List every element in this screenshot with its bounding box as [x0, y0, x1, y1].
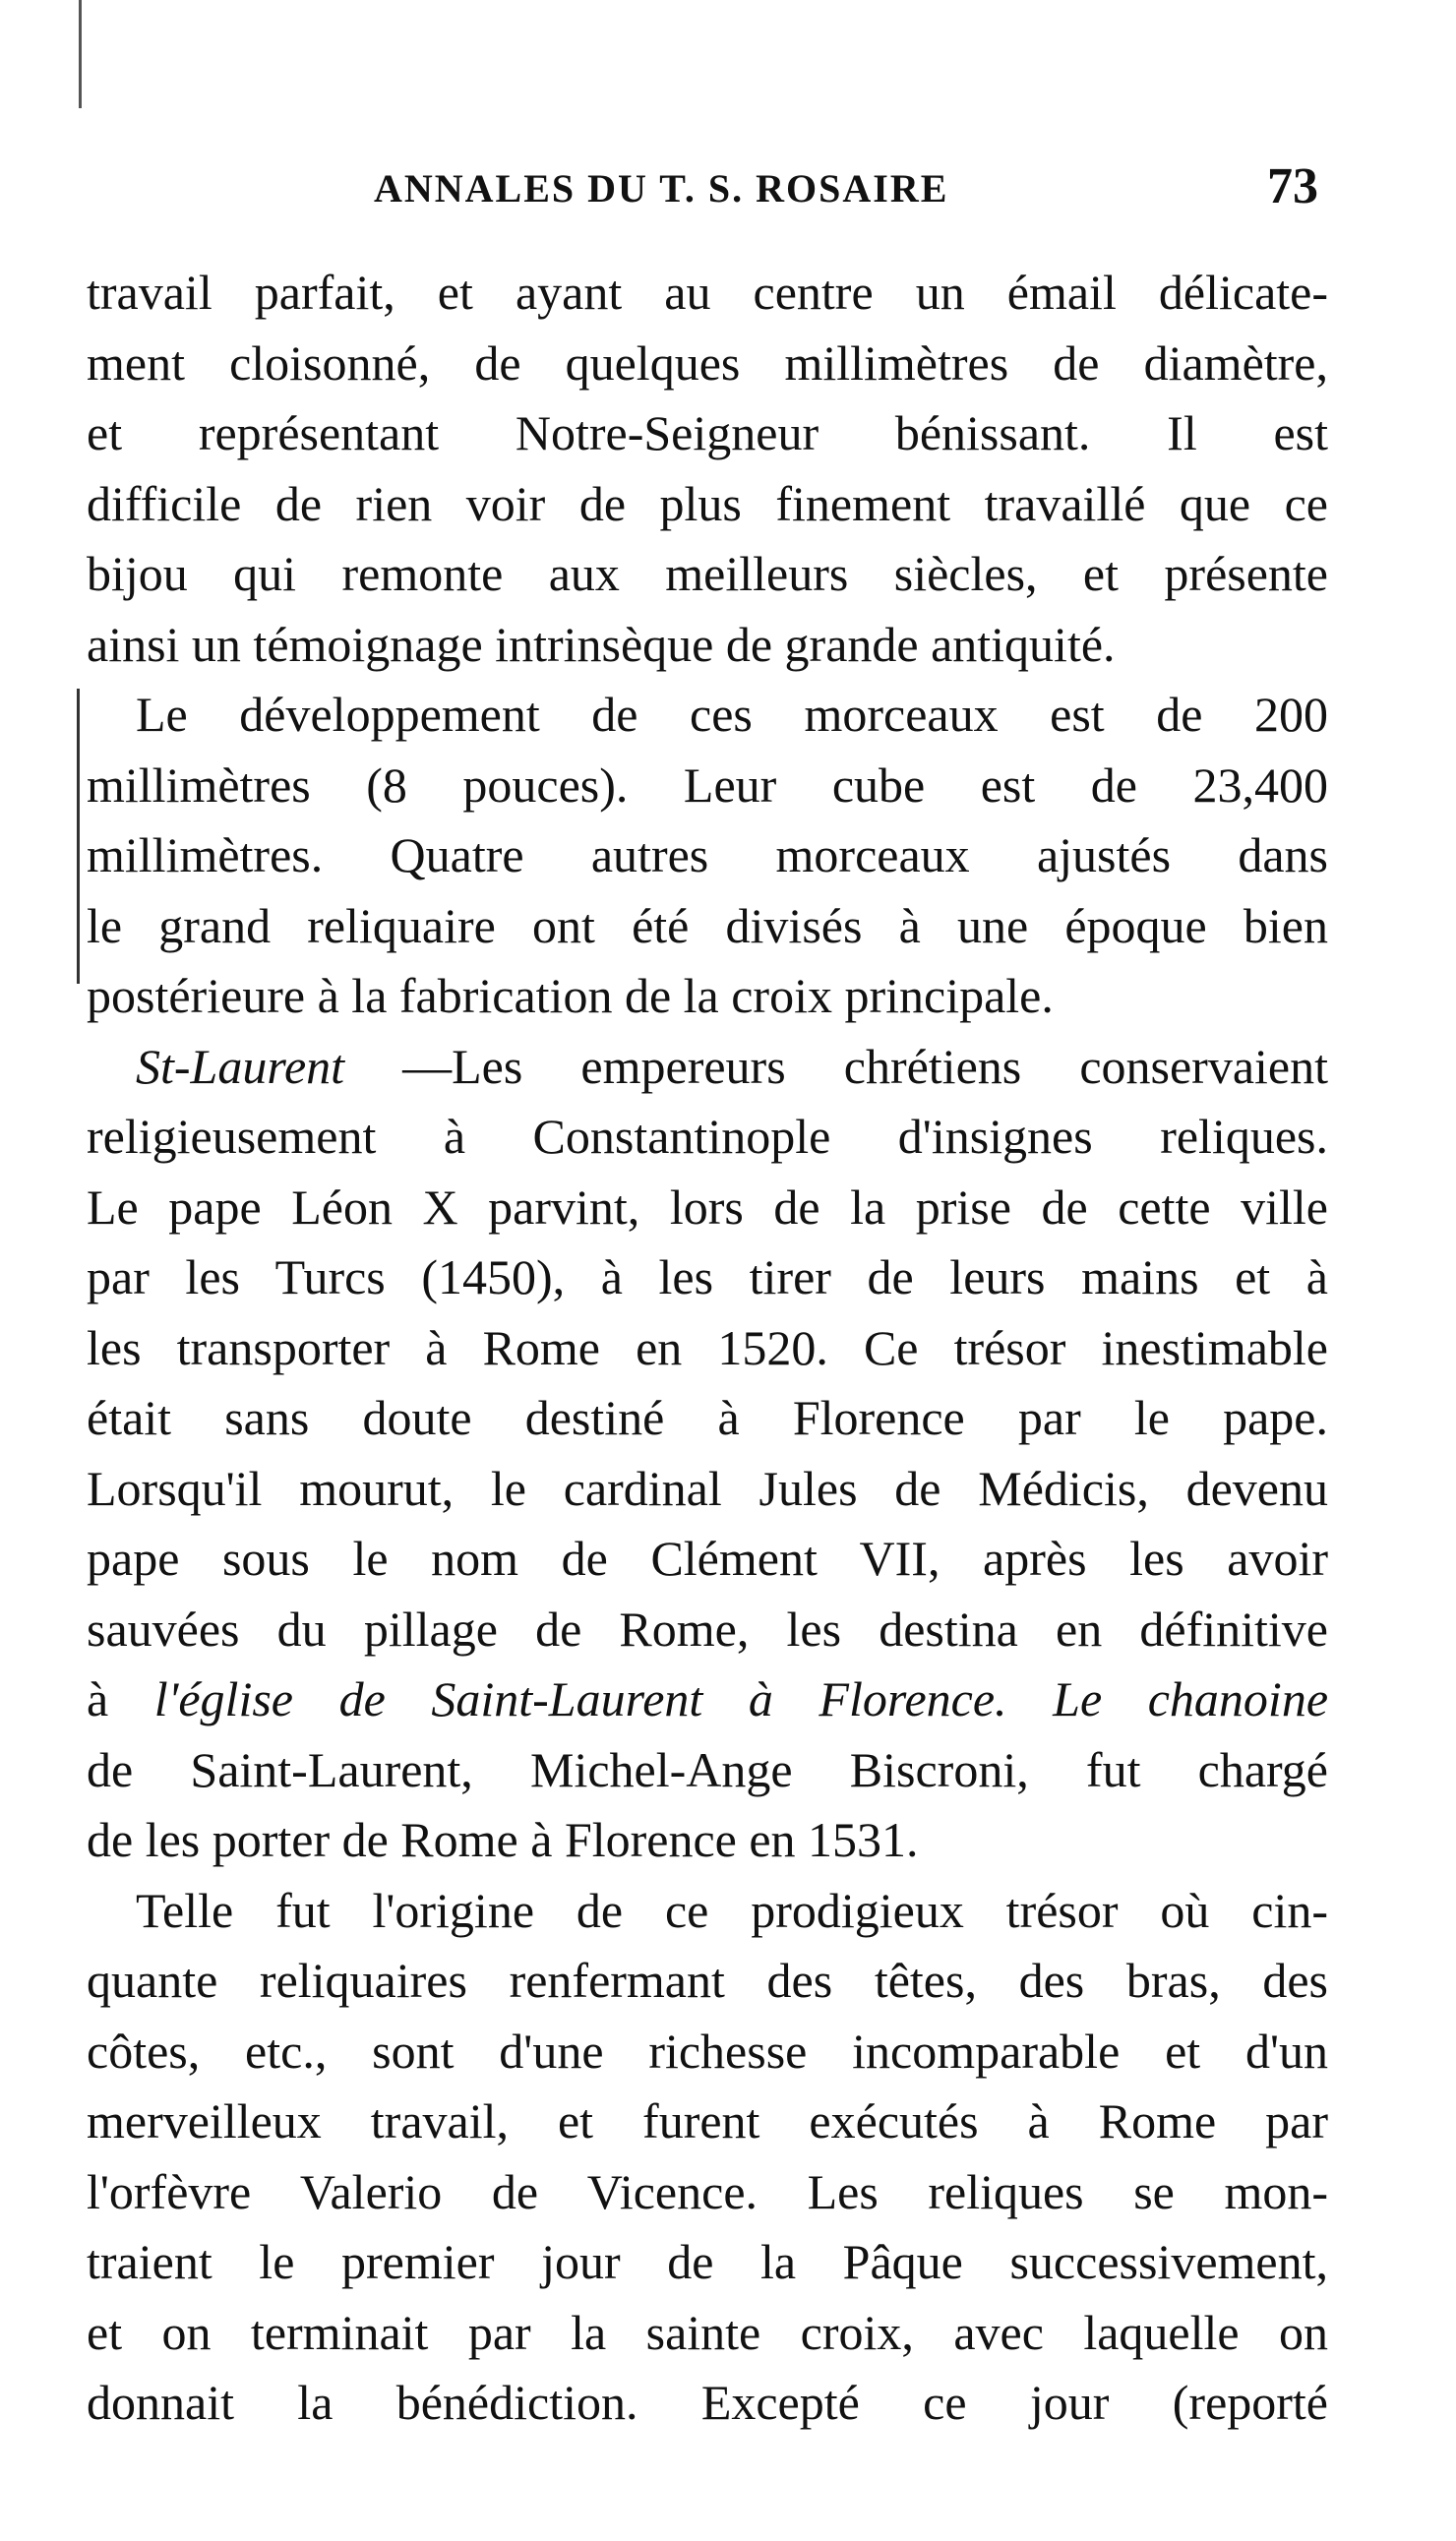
- text-line: le grand reliquaire ont été divisés à une époque bien: [87, 897, 1328, 953]
- text-line: l'orfèvre Valerio de Vicence. Les reliques se mon-: [87, 2163, 1328, 2219]
- text-line: Le pape Léon X parvint, lors de la prise de cette ville: [87, 1179, 1328, 1235]
- text-line: ainsi un témoignage intrinsèque de grande antiquité.: [87, 616, 1116, 672]
- text-line: par les Turcs (1450), à les tirer de leurs mains et à: [87, 1249, 1328, 1304]
- text-span: —Les empereurs chrétiens conservaient: [344, 1038, 1328, 1094]
- text-line: Telle fut l'origine de ce prodigieux trésor où cin-: [136, 1882, 1328, 1938]
- page-header: [374, 158, 1367, 234]
- text-line: donnait la bénédiction. Excepté ce jour (reporté: [87, 2375, 1328, 2430]
- margin-rule: [79, 0, 82, 108]
- text-line: Lorsqu'il mourut, le cardinal Jules de Médicis, devenu: [87, 1460, 1328, 1516]
- text-line: religieusement à Constantinople d'insignes reliques.: [87, 1109, 1328, 1164]
- text-span: à: [87, 1671, 154, 1726]
- text-line: Le développement de ces morceaux est de 200: [136, 687, 1328, 742]
- text-line: bijou qui remonte aux meilleurs siècles, et présente: [87, 546, 1328, 601]
- text-line: quante reliquaires renfermant des têtes, des bras, des: [87, 1953, 1328, 2008]
- text-line: ment cloisonné, de quelques millimètres de diamètre,: [87, 334, 1328, 391]
- text-line: [87, 1664, 1328, 1735]
- text-line: [87, 1032, 1328, 1103]
- text-line: travail parfait, et ayant au centre un émail délicate-: [87, 265, 1328, 320]
- text-line: de les porter de Rome à Florence en 1531.: [87, 1812, 919, 1867]
- text-line: côtes, etc., sont d'une richesse incomparable et d'un: [87, 2023, 1328, 2079]
- italic-span: l'église de Saint-Laurent à Florence.: [153, 1671, 1007, 1726]
- text-line: était sans doute destiné à Florence par le pape.: [87, 1390, 1328, 1445]
- text-line: de Saint-Laurent, Michel-Ange Biscroni, fut chargé: [87, 1741, 1328, 1797]
- text-line: millimètres (8 pouces). Leur cube est de 23,400: [87, 756, 1328, 813]
- text-line: et on terminait par la sainte croix, avec laquelle on: [87, 2304, 1328, 2360]
- body-text: [87, 258, 1328, 2439]
- text-line: traient le premier jour de la Pâque successivement,: [87, 2234, 1328, 2289]
- text-line: pape sous le nom de Clément VII, après les avoir: [87, 1531, 1328, 1586]
- page-number: 73: [1267, 158, 1318, 214]
- running-head: ANNALES DU T. S. ROSAIRE: [374, 166, 949, 211]
- text-line: merveilleux travail, et furent exécutés à Rome par: [87, 2093, 1328, 2148]
- text-span: [1007, 1671, 1054, 1726]
- text-line: sauvées du pillage de Rome, les destina en définitive: [87, 1601, 1328, 1657]
- margin-mark: [77, 689, 80, 984]
- text-line: difficile de rien voir de plus finement travaillé que ce: [87, 475, 1328, 531]
- text-line: millimètres. Quatre autres morceaux ajustés dans: [87, 827, 1328, 882]
- text-line: postérieure à la fabrication de la croix principale.: [87, 968, 1054, 1023]
- text-line: et représentant Notre-Seigneur bénissant. Il est: [87, 405, 1328, 460]
- text-line: les transporter à Rome en 1520. Ce trésor inestimable: [87, 1319, 1328, 1375]
- italic-span: Le chanoine: [1053, 1671, 1329, 1726]
- section-heading: St-Laurent: [136, 1038, 345, 1094]
